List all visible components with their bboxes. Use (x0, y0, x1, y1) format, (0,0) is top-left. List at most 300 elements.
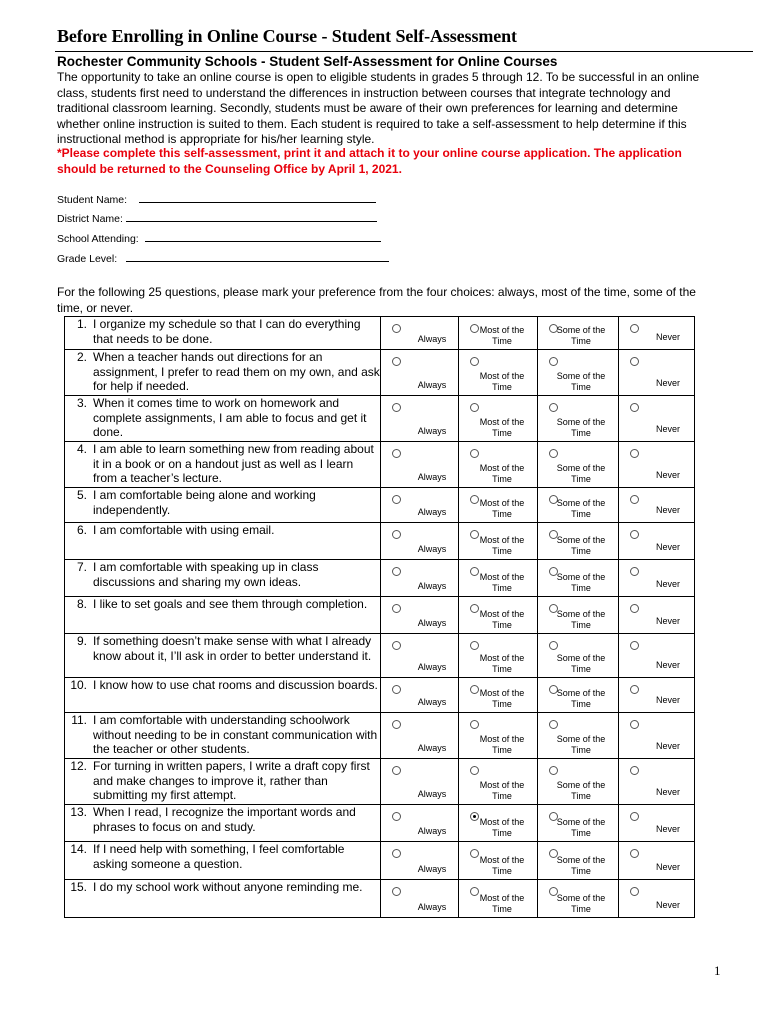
choice-cell (381, 560, 459, 597)
option-most-of-the-time[interactable] (459, 759, 537, 804)
question-row (65, 560, 695, 597)
option-label: Always (417, 864, 447, 874)
radio-never[interactable] (630, 567, 639, 576)
question-text: I organize my schedule so that I can do everything that needs to be done. (93, 317, 361, 346)
option-most-of-the-time[interactable] (459, 523, 537, 559)
option-label: Never (655, 741, 680, 751)
choice-cell (619, 442, 695, 488)
radio-always[interactable] (392, 567, 401, 576)
option-most-of-the-time[interactable] (459, 842, 537, 879)
option-label: Never (655, 616, 680, 626)
question-number: 3. (76, 396, 87, 410)
choice-cell (459, 880, 538, 918)
choice-cell (538, 880, 619, 918)
option-always[interactable] (381, 523, 458, 559)
option-label: Most of the Time (479, 463, 525, 484)
question-number: 10. (70, 678, 87, 692)
choice-cell (459, 488, 538, 523)
option-most-of-the-time[interactable] (459, 880, 537, 917)
question-number: 5. (76, 488, 87, 502)
radio-some-of-the-time[interactable] (549, 403, 558, 412)
choice-cell (459, 759, 538, 805)
question-cell (65, 560, 381, 597)
choice-cell (538, 350, 619, 396)
question-text: I am able to learn something new from reading about it in a book or on a handout just as well as I learn from a teacher’s lecture. (93, 442, 374, 485)
choice-cell (459, 597, 538, 634)
option-always[interactable] (381, 317, 458, 349)
option-never[interactable] (619, 560, 694, 596)
choice-cell (381, 317, 459, 350)
radio-never[interactable] (630, 641, 639, 650)
option-label: Most of the Time (479, 688, 525, 709)
student-name-label: Student Name: (57, 194, 128, 206)
option-always[interactable] (381, 678, 458, 712)
option-some-of-the-time[interactable] (538, 560, 618, 596)
district-name-label: District Name: (57, 213, 123, 225)
option-most-of-the-time[interactable] (459, 560, 537, 596)
option-label: Most of the Time (479, 653, 525, 674)
radio-most-of-the-time[interactable] (470, 357, 479, 366)
choice-cell (459, 442, 538, 488)
choice-cell (381, 442, 459, 488)
option-label: Some of the Time (556, 535, 606, 556)
question-row (65, 678, 695, 713)
radio-never[interactable] (630, 766, 639, 775)
radio-always[interactable] (392, 720, 401, 729)
question-text: I know how to use chat rooms and discussion boards. (93, 678, 378, 692)
notice-text: *Please complete this self-assessment, print it and attach it to your online course application. The application should be returned to the Counseling Office by April 1, 2021. (57, 146, 682, 176)
option-label: Some of the Time (556, 893, 606, 914)
question-cell (65, 523, 381, 560)
choice-cell (381, 350, 459, 396)
question-cell (65, 442, 381, 488)
radio-never[interactable] (630, 530, 639, 539)
choice-cell (459, 350, 538, 396)
question-text: When a teacher hands out directions for an assignment, I prefer to read them on my own, and ask for help if needed. (93, 350, 380, 393)
option-label: Never (655, 787, 680, 797)
option-some-of-the-time[interactable] (538, 759, 618, 804)
radio-always[interactable] (392, 685, 401, 694)
radio-some-of-the-time[interactable] (549, 641, 558, 650)
option-some-of-the-time[interactable] (538, 597, 618, 633)
choice-cell (459, 842, 538, 880)
radio-always[interactable] (392, 495, 401, 504)
question-number: 7. (76, 560, 87, 574)
option-label: Always (417, 902, 447, 912)
question-number: 8. (76, 597, 87, 611)
option-always[interactable] (381, 442, 458, 487)
question-row (65, 842, 695, 880)
option-always[interactable] (381, 842, 458, 879)
question-cell (65, 634, 381, 678)
question-number: 6. (76, 523, 87, 537)
option-label: Always (417, 380, 447, 390)
question-cell (65, 880, 381, 918)
option-label: Most of the Time (479, 572, 525, 593)
question-row (65, 713, 695, 759)
option-label: Always (417, 743, 447, 753)
question-text: I am comfortable with speaking up in class discussions and sharing my own ideas. (93, 560, 319, 589)
option-always[interactable] (381, 488, 458, 522)
choice-cell (381, 880, 459, 918)
choice-cell (459, 805, 538, 842)
option-label: Some of the Time (556, 498, 606, 519)
choice-cell (538, 317, 619, 350)
option-label: Always (417, 334, 447, 344)
option-never[interactable] (619, 488, 694, 522)
radio-never[interactable] (630, 324, 639, 333)
radio-always[interactable] (392, 449, 401, 458)
option-always[interactable] (381, 560, 458, 596)
radio-always[interactable] (392, 403, 401, 412)
radio-always[interactable] (392, 357, 401, 366)
radio-some-of-the-time[interactable] (549, 766, 558, 775)
title-rule (55, 51, 753, 52)
option-some-of-the-time[interactable] (538, 842, 618, 879)
option-never[interactable] (619, 842, 694, 879)
intro-paragraph: The opportunity to take an online course is open to eligible students in grades 5 through 12. To be successful in an online class, students first need to understand the differences in instruction between courses that integrate technology and traditional classroom learning. Secondly, students must be aware of their own preferences for learning and determine whether online instruction is suited to them. Each student is required to take a self-assessment to help determine if this instructional method is appropriate for his/her learning style. (57, 70, 700, 146)
question-row (65, 880, 695, 918)
choice-cell (619, 488, 695, 523)
option-some-of-the-time[interactable] (538, 880, 618, 917)
question-number: 13. (70, 805, 87, 819)
question-text: When it comes time to work on homework and complete assignments, I am able to focus and get it done. (93, 396, 367, 439)
choice-cell (619, 805, 695, 842)
option-most-of-the-time[interactable] (459, 597, 537, 633)
option-never[interactable] (619, 805, 694, 841)
question-text: If something doesn’t make sense with what I already know about it, I’ll ask in order to better understand it. (93, 634, 372, 663)
grade-level-label: Grade Level: (57, 253, 118, 265)
radio-always[interactable] (392, 766, 401, 775)
choice-cell (538, 759, 619, 805)
option-never[interactable] (619, 350, 694, 395)
choice-cell (381, 759, 459, 805)
question-cell (65, 842, 381, 880)
choice-cell (619, 880, 695, 918)
question-row (65, 523, 695, 560)
choice-cell (459, 560, 538, 597)
choice-cell (381, 488, 459, 523)
option-always[interactable] (381, 805, 458, 841)
option-label: Always (417, 662, 447, 672)
radio-always[interactable] (392, 849, 401, 858)
option-label: Most of the Time (479, 780, 525, 801)
option-label: Some of the Time (556, 609, 606, 630)
choice-cell (381, 523, 459, 560)
choice-cell (538, 678, 619, 713)
question-number: 9. (76, 634, 87, 648)
option-label: Some of the Time (556, 780, 606, 801)
option-label: Always (417, 789, 447, 799)
page-number: 1 (714, 963, 721, 978)
question-row (65, 488, 695, 523)
choice-cell (619, 350, 695, 396)
option-always[interactable] (381, 880, 458, 917)
choice-cell (619, 759, 695, 805)
option-label: Always (417, 697, 447, 707)
school-attending-line[interactable] (145, 232, 381, 242)
choice-cell (381, 678, 459, 713)
choice-cell (538, 597, 619, 634)
radio-most-of-the-time[interactable] (470, 403, 479, 412)
choice-cell (619, 597, 695, 634)
question-row (65, 350, 695, 396)
question-row (65, 317, 695, 350)
question-cell (65, 488, 381, 523)
option-always[interactable] (381, 634, 458, 677)
option-label: Never (655, 378, 680, 388)
document-title: Before Enrolling in Online Course - Student Self-Assessment (57, 26, 517, 46)
option-label: Never (655, 505, 680, 515)
question-number: 15. (70, 880, 87, 894)
choice-cell (538, 634, 619, 678)
option-most-of-the-time[interactable] (459, 317, 537, 349)
question-number: 12. (70, 759, 87, 773)
document-subtitle: Rochester Community Schools - Student Self-Assessment for Online Courses (57, 54, 558, 69)
option-label: Most of the Time (479, 817, 525, 838)
option-label: Never (655, 824, 680, 834)
school-attending-field[interactable] (57, 232, 381, 245)
radio-never[interactable] (630, 812, 639, 821)
option-label: Some of the Time (556, 688, 606, 709)
choice-cell (538, 523, 619, 560)
choice-cell (538, 442, 619, 488)
question-row (65, 442, 695, 488)
choice-cell (538, 560, 619, 597)
question-number: 2. (76, 350, 87, 364)
question-cell (65, 759, 381, 805)
choice-cell (459, 634, 538, 678)
choice-cell (619, 678, 695, 713)
radio-some-of-the-time[interactable] (549, 720, 558, 729)
question-number: 4. (76, 442, 87, 456)
option-most-of-the-time[interactable] (459, 634, 537, 677)
option-always[interactable] (381, 713, 458, 758)
choice-cell (538, 488, 619, 523)
choice-cell (459, 317, 538, 350)
option-some-of-the-time[interactable] (538, 396, 618, 441)
option-always[interactable] (381, 350, 458, 395)
option-label: Never (655, 424, 680, 434)
question-cell (65, 396, 381, 442)
question-text: I like to set goals and see them through completion. (93, 597, 368, 611)
option-never[interactable] (619, 713, 694, 758)
option-label: Some of the Time (556, 653, 606, 674)
option-never[interactable] (619, 442, 694, 487)
choice-cell (459, 396, 538, 442)
option-never[interactable] (619, 759, 694, 804)
choice-cell (619, 842, 695, 880)
choice-cell (459, 523, 538, 560)
option-never[interactable] (619, 523, 694, 559)
radio-never[interactable] (630, 887, 639, 896)
option-some-of-the-time[interactable] (538, 523, 618, 559)
option-label: Always (417, 826, 447, 836)
question-text: I am comfortable with using email. (93, 523, 275, 537)
question-text: If I need help with something, I feel comfortable asking someone a question. (93, 842, 345, 871)
option-most-of-the-time[interactable] (459, 350, 537, 395)
radio-most-of-the-time[interactable] (470, 720, 479, 729)
option-label: Never (655, 862, 680, 872)
option-label: Most of the Time (479, 535, 525, 556)
option-label: Never (655, 660, 680, 670)
student-name-line[interactable] (139, 193, 376, 203)
option-label: Never (655, 900, 680, 910)
radio-never[interactable] (630, 685, 639, 694)
option-most-of-the-time[interactable] (459, 442, 537, 487)
option-label: Some of the Time (556, 417, 606, 438)
radio-most-of-the-time[interactable] (470, 766, 479, 775)
option-some-of-the-time[interactable] (538, 442, 618, 487)
option-most-of-the-time[interactable] (459, 805, 537, 841)
radio-always[interactable] (392, 604, 401, 613)
choice-cell (381, 634, 459, 678)
radio-some-of-the-time[interactable] (549, 357, 558, 366)
option-most-of-the-time[interactable] (459, 678, 537, 712)
option-label: Most of the Time (479, 325, 525, 346)
question-cell (65, 317, 381, 350)
radio-some-of-the-time[interactable] (549, 449, 558, 458)
option-most-of-the-time[interactable] (459, 396, 537, 441)
option-never[interactable] (619, 597, 694, 633)
option-label: Never (655, 470, 680, 480)
option-label: Never (655, 332, 680, 342)
option-never[interactable] (619, 317, 694, 349)
choice-cell (619, 317, 695, 350)
radio-never[interactable] (630, 604, 639, 613)
option-some-of-the-time[interactable] (538, 805, 618, 841)
option-label: Always (417, 426, 447, 436)
choice-cell (619, 560, 695, 597)
school-attending-label: School Attending: (57, 233, 139, 245)
option-label: Most of the Time (479, 609, 525, 630)
radio-always[interactable] (392, 530, 401, 539)
question-row (65, 396, 695, 442)
question-row (65, 805, 695, 842)
option-label: Always (417, 507, 447, 517)
option-always[interactable] (381, 759, 458, 804)
option-always[interactable] (381, 396, 458, 441)
choice-cell (381, 805, 459, 842)
question-number: 14. (70, 842, 87, 856)
radio-always[interactable] (392, 812, 401, 821)
choice-cell (538, 805, 619, 842)
option-label: Most of the Time (479, 417, 525, 438)
option-label: Most of the Time (479, 893, 525, 914)
choice-cell (538, 396, 619, 442)
option-label: Some of the Time (556, 572, 606, 593)
radio-never[interactable] (630, 849, 639, 858)
choice-cell (538, 842, 619, 880)
question-cell (65, 678, 381, 713)
option-most-of-the-time[interactable] (459, 488, 537, 522)
option-never[interactable] (619, 678, 694, 712)
radio-most-of-the-time[interactable] (470, 449, 479, 458)
radio-never[interactable] (630, 403, 639, 412)
option-label: Some of the Time (556, 855, 606, 876)
option-label: Never (655, 542, 680, 552)
option-label: Never (655, 579, 680, 589)
option-never[interactable] (619, 880, 694, 917)
radio-never[interactable] (630, 495, 639, 504)
option-some-of-the-time[interactable] (538, 634, 618, 677)
district-name-field[interactable] (57, 212, 377, 225)
district-name-line[interactable] (126, 212, 377, 222)
option-some-of-the-time[interactable] (538, 350, 618, 395)
option-label: Some of the Time (556, 463, 606, 484)
radio-never[interactable] (630, 720, 639, 729)
choice-cell (619, 634, 695, 678)
question-cell (65, 805, 381, 842)
option-some-of-the-time[interactable] (538, 488, 618, 522)
option-label: Always (417, 618, 447, 628)
radio-always[interactable] (392, 887, 401, 896)
choice-cell (619, 713, 695, 759)
option-label: Always (417, 544, 447, 554)
option-some-of-the-time[interactable] (538, 678, 618, 712)
option-some-of-the-time[interactable] (538, 317, 618, 349)
option-never[interactable] (619, 634, 694, 677)
question-cell (65, 597, 381, 634)
question-cell (65, 350, 381, 396)
radio-most-of-the-time[interactable] (470, 641, 479, 650)
radio-never[interactable] (630, 449, 639, 458)
question-number: 1. (76, 317, 87, 331)
instructions-text: For the following 25 questions, please mark your preference from the four choices: always, most of the time, some of the time, or never. (57, 285, 696, 315)
option-label: Some of the Time (556, 325, 606, 346)
option-never[interactable] (619, 396, 694, 441)
question-row (65, 759, 695, 805)
option-label: Some of the Time (556, 817, 606, 838)
radio-always[interactable] (392, 641, 401, 650)
questions-table (64, 316, 695, 918)
question-text: I am comfortable with understanding schoolwork without needing to be in constant communication with the teacher or other students. (93, 713, 378, 756)
option-label: Most of the Time (479, 734, 525, 755)
option-label: Most of the Time (479, 855, 525, 876)
choice-cell (381, 597, 459, 634)
option-label: Some of the Time (556, 371, 606, 392)
question-cell (65, 713, 381, 759)
choice-cell (381, 713, 459, 759)
option-label: Most of the Time (479, 498, 525, 519)
choice-cell (459, 713, 538, 759)
option-most-of-the-time[interactable] (459, 713, 537, 758)
option-label: Some of the Time (556, 734, 606, 755)
choice-cell (538, 713, 619, 759)
option-some-of-the-time[interactable] (538, 713, 618, 758)
question-text: I am comfortable being alone and working independently. (93, 488, 316, 517)
grade-level-line[interactable] (126, 252, 389, 262)
option-label: Always (417, 472, 447, 482)
choice-cell (619, 396, 695, 442)
student-name-field[interactable] (57, 193, 376, 206)
grade-level-field[interactable] (57, 252, 389, 265)
option-label: Always (417, 581, 447, 591)
question-row (65, 597, 695, 634)
option-label: Most of the Time (479, 371, 525, 392)
question-row (65, 634, 695, 678)
choice-cell (459, 678, 538, 713)
radio-always[interactable] (392, 324, 401, 333)
question-text: For turning in written papers, I write a draft copy first and make changes to improve it, rather than submitting my first attempt. (93, 759, 370, 802)
radio-never[interactable] (630, 357, 639, 366)
option-always[interactable] (381, 597, 458, 633)
question-number: 11. (71, 713, 87, 727)
choice-cell (381, 842, 459, 880)
choice-cell (619, 523, 695, 560)
choice-cell (381, 396, 459, 442)
question-text: When I read, I recognize the important words and phrases to focus on and study. (93, 805, 356, 834)
